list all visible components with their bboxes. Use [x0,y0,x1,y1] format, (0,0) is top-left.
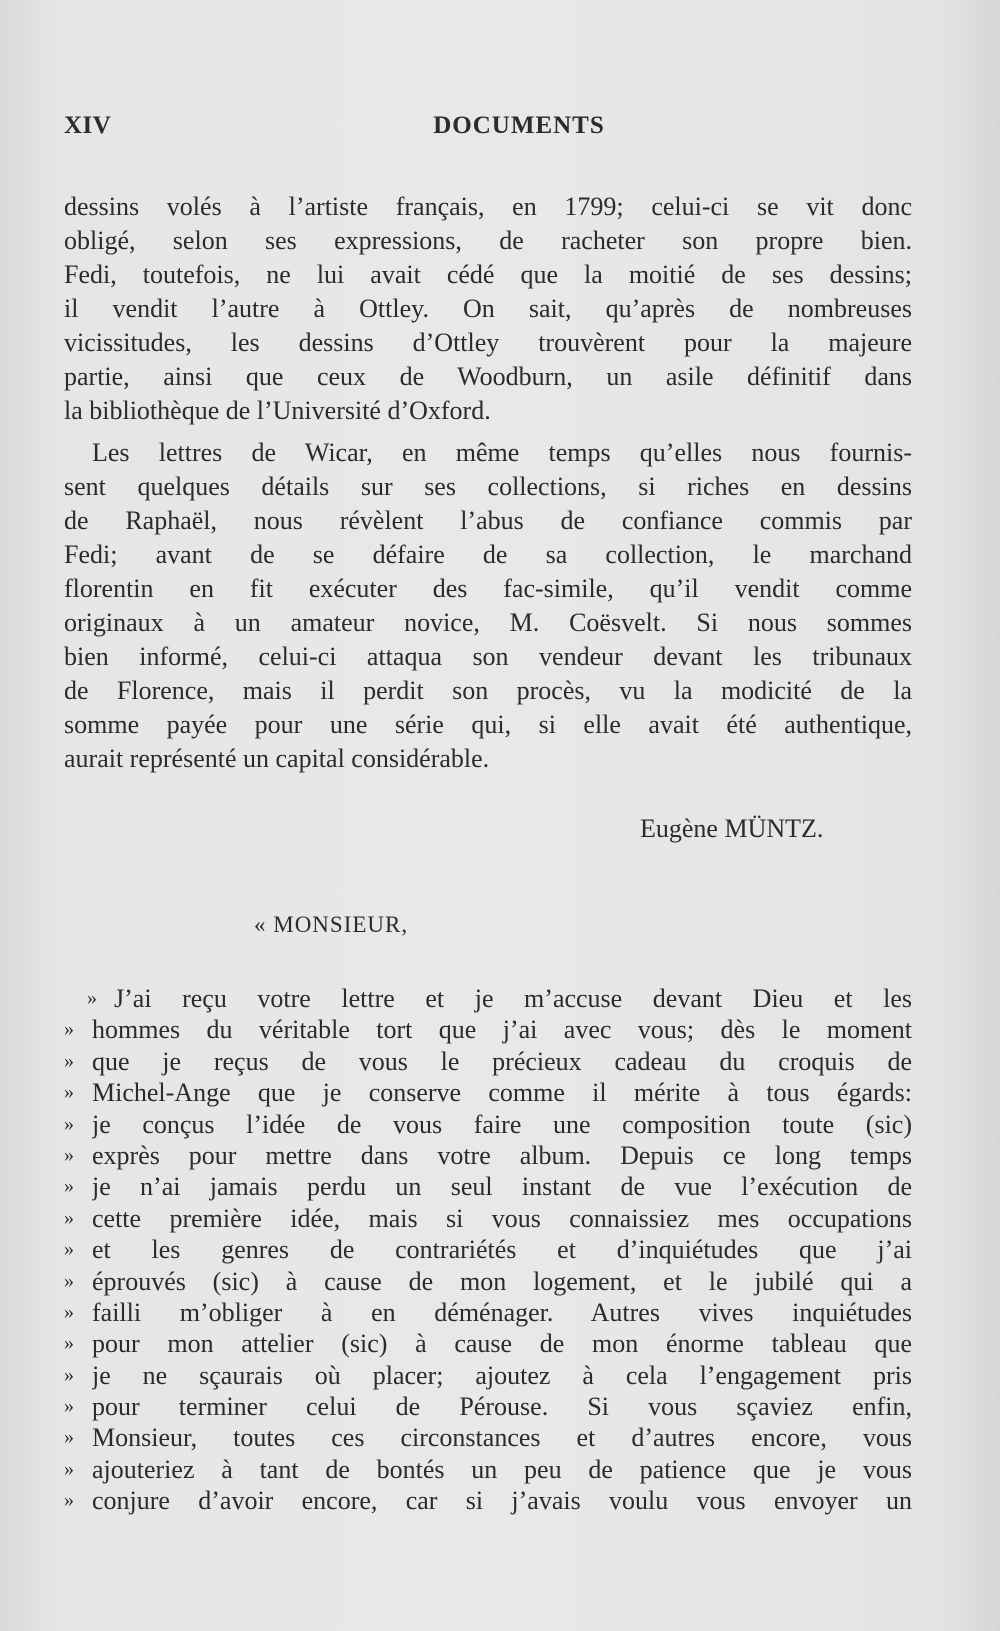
letter-line [64,1328,912,1359]
page-number: XIV [64,112,112,139]
letter-line [64,1266,912,1297]
letter-line [64,1203,912,1234]
quote-mark: » [64,1426,74,1449]
letter-line [64,1171,912,1202]
letter-line-text: que je reçus de vous le précieux cadeau du croquis de [92,1046,912,1076]
letter-line [64,1454,912,1485]
letter-line [64,1485,912,1516]
text-line: florentin en fit exécuter des fac-simile, qu’il vendit comme [64,574,912,603]
quote-mark: » [64,1175,74,1198]
letter-line-text: éprouvés (sic) à cause de mon logement, et le jubilé qui a [92,1266,912,1296]
letter-line-text: pour mon attelier (sic) à cause de mon énorme tableau que [92,1329,912,1359]
quote-mark: » [64,1363,74,1386]
page-header [64,112,912,152]
text-line: il vendit l’autre à Ottley. On sait, qu’après de nombreuses [64,294,912,323]
letter-line [64,1234,912,1265]
text-line: Les lettres de Wicar, en même temps qu’elles nous fournis- [92,438,912,467]
text-line: partie, ainsi que ceux de Woodburn, un asile définitif dans [64,362,912,391]
quote-mark: » [64,1489,74,1512]
quote-mark: » [64,1206,74,1229]
quote-mark: » [64,1018,74,1041]
letter-line [64,1360,912,1391]
letter-line-text: pour terminer celui de Pérouse. Si vous sçaviez enfin, [92,1392,912,1422]
quote-mark: » [64,1300,74,1323]
letter-line [64,1109,912,1140]
letter-line [64,1077,912,1108]
paragraph-2 [64,436,912,776]
text-line: Fedi, toutefois, ne lui avait cédé que la moitié de ses dessins; [64,260,912,289]
quote-mark: » [64,1395,74,1418]
letter-line-text: J’ai reçu votre lettre et je m’accuse devant Dieu et les [114,984,912,1013]
text-line: vicissitudes, les dessins d’Ottley trouvèrent pour la majeure [64,328,912,357]
text-line: de Florence, mais il perdit son procès, vu la modicité de la [64,676,912,705]
text-line: Fedi; avant de se défaire de sa collection, le marchand [64,540,912,569]
letter-line-text: Michel-Ange que je conserve comme il mérite à tous égards: [92,1078,912,1108]
letter-salutation: « MONSIEUR, [254,912,409,937]
quote-mark: » [64,1049,74,1072]
letter-line [64,1014,912,1045]
letter-body [64,983,912,1517]
letter-line-text: cette première idée, mais si vous connaissiez mes occupations [92,1203,912,1233]
text-line: obligé, selon ses expressions, de racheter son propre bien. [64,226,912,255]
quote-mark: » [64,1269,74,1292]
letter-line-text: je n’ai jamais perdu un seul instant de vue l’exécution de [92,1172,912,1202]
quote-mark: » [64,1332,74,1355]
text-line: la bibliothèque de l’Université d’Oxford. [64,396,491,425]
letter-line-text: exprès pour mettre dans votre album. Depuis ce long temps [92,1140,912,1170]
text-line: aurait représenté un capital considérable. [64,744,490,773]
author-signature: Eugène MÜNTZ. [640,814,824,843]
letter-line-text: je conçus l’idée de vous faire une composition toute (sic) [92,1109,912,1139]
text-line: somme payée pour une série qui, si elle avait été authentique, [64,710,912,739]
letter-line-text: hommes du véritable tort que j’ai avec vous; dès le moment [92,1015,912,1045]
text-line: dessins volés à l’artiste français, en 1799; celui-ci se vit donc [64,192,912,221]
paragraph-1 [64,190,912,428]
letter-line [64,1391,912,1422]
letter-line [64,1422,912,1453]
letter-line-text: je ne sçaurais où placer; ajoutez à cela l’engagement pris [92,1360,912,1390]
text-line: de Raphaël, nous révèlent l’abus de confiance commis par [64,506,912,535]
quote-mark: » [87,987,97,1009]
text-line: sent quelques détails sur ses collections, si riches en dessins [64,472,912,501]
letter-line-text: failli m’obliger à en déménager. Autres vives inquiétudes [92,1297,912,1327]
letter-line [64,983,912,1014]
quote-mark: » [64,1143,74,1166]
letter-line-text: conjure d’avoir encore, car si j’avais voulu vous envoyer un [92,1486,912,1516]
letter-line-text: et les genres de contrariétés et d’inquiétudes que j’ai [92,1235,912,1265]
letter-line [64,1297,912,1328]
letter-line [64,1140,912,1171]
quote-mark: » [64,1238,74,1261]
quote-mark: » [64,1457,74,1480]
text-line: originaux à un amateur novice, M. Coësvelt. Si nous sommes [64,608,912,637]
quote-mark: » [64,1112,74,1135]
quote-mark: » [64,1081,74,1104]
letter-line-text: ajouteriez à tant de bontés un peu de patience que je vous [92,1454,912,1484]
letter-line [64,1046,912,1077]
text-line: bien informé, celui-ci attaqua son vendeur devant les tribunaux [64,642,912,671]
running-title: DOCUMENTS [433,112,605,139]
letter-line-text: Monsieur, toutes ces circonstances et d’autres encore, vous [92,1423,912,1453]
